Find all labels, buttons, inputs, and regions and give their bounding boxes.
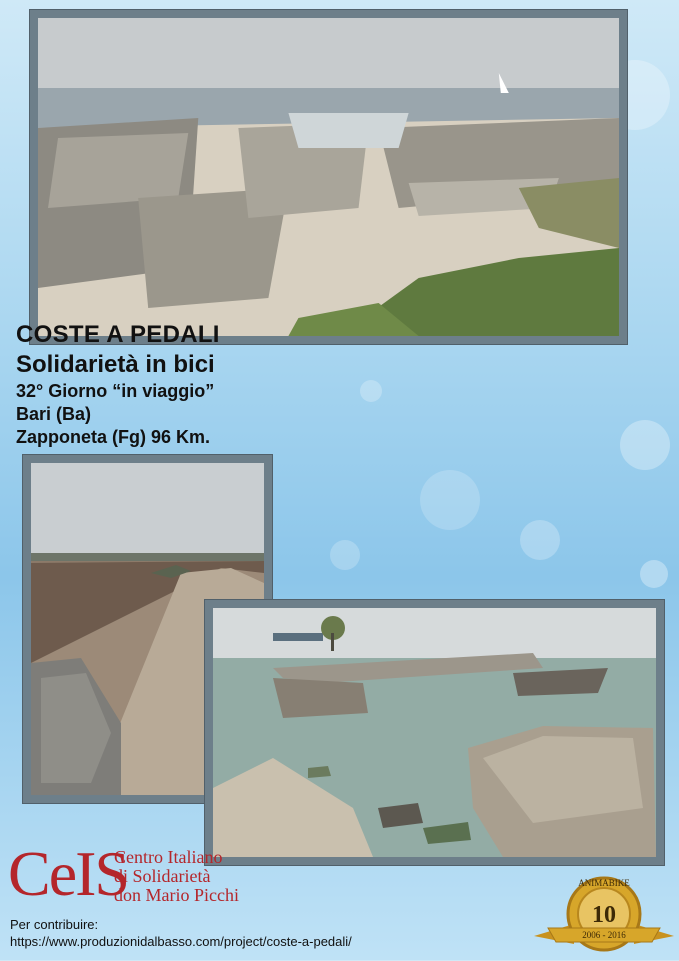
ruins-image xyxy=(38,18,619,336)
ceis-line-2: di Solidarietà xyxy=(114,866,211,886)
ceis-line-3: don Mario Picchi xyxy=(114,885,239,905)
badge-years: 2006 - 2016 xyxy=(582,930,626,940)
contribute-label: Per contribuire: xyxy=(10,917,99,932)
rocky-coast-image xyxy=(213,608,656,857)
ceis-logo-text: CeIS xyxy=(8,838,128,909)
poster-title: COSTE A PEDALI xyxy=(16,321,220,348)
anniversary-medal-icon xyxy=(534,866,674,956)
animabike-badge xyxy=(534,866,674,956)
travel-day: 32° Giorno “in viaggio” xyxy=(16,381,215,401)
start-city: Bari (Ba) xyxy=(16,404,92,424)
badge-number: 10 xyxy=(592,902,616,928)
poster-subtitle: Solidarietà in bici xyxy=(16,351,215,378)
contribute-block xyxy=(10,916,352,950)
ceis-org-name xyxy=(114,848,239,905)
end-city: Zapponeta (Fg) 96 Km. xyxy=(16,427,211,447)
ceis-line-1: Centro Italiano xyxy=(114,847,223,867)
badge-name: ANIMABIKE xyxy=(578,878,630,888)
contribute-link[interactable]: https://www.produzionidalbasso.com/project/coste-a-pedali/ xyxy=(10,934,352,949)
ruins-photo xyxy=(30,10,627,344)
ceis-logo xyxy=(8,838,239,909)
rocky-coast-photo xyxy=(205,600,664,865)
poster-title-block xyxy=(16,320,220,449)
